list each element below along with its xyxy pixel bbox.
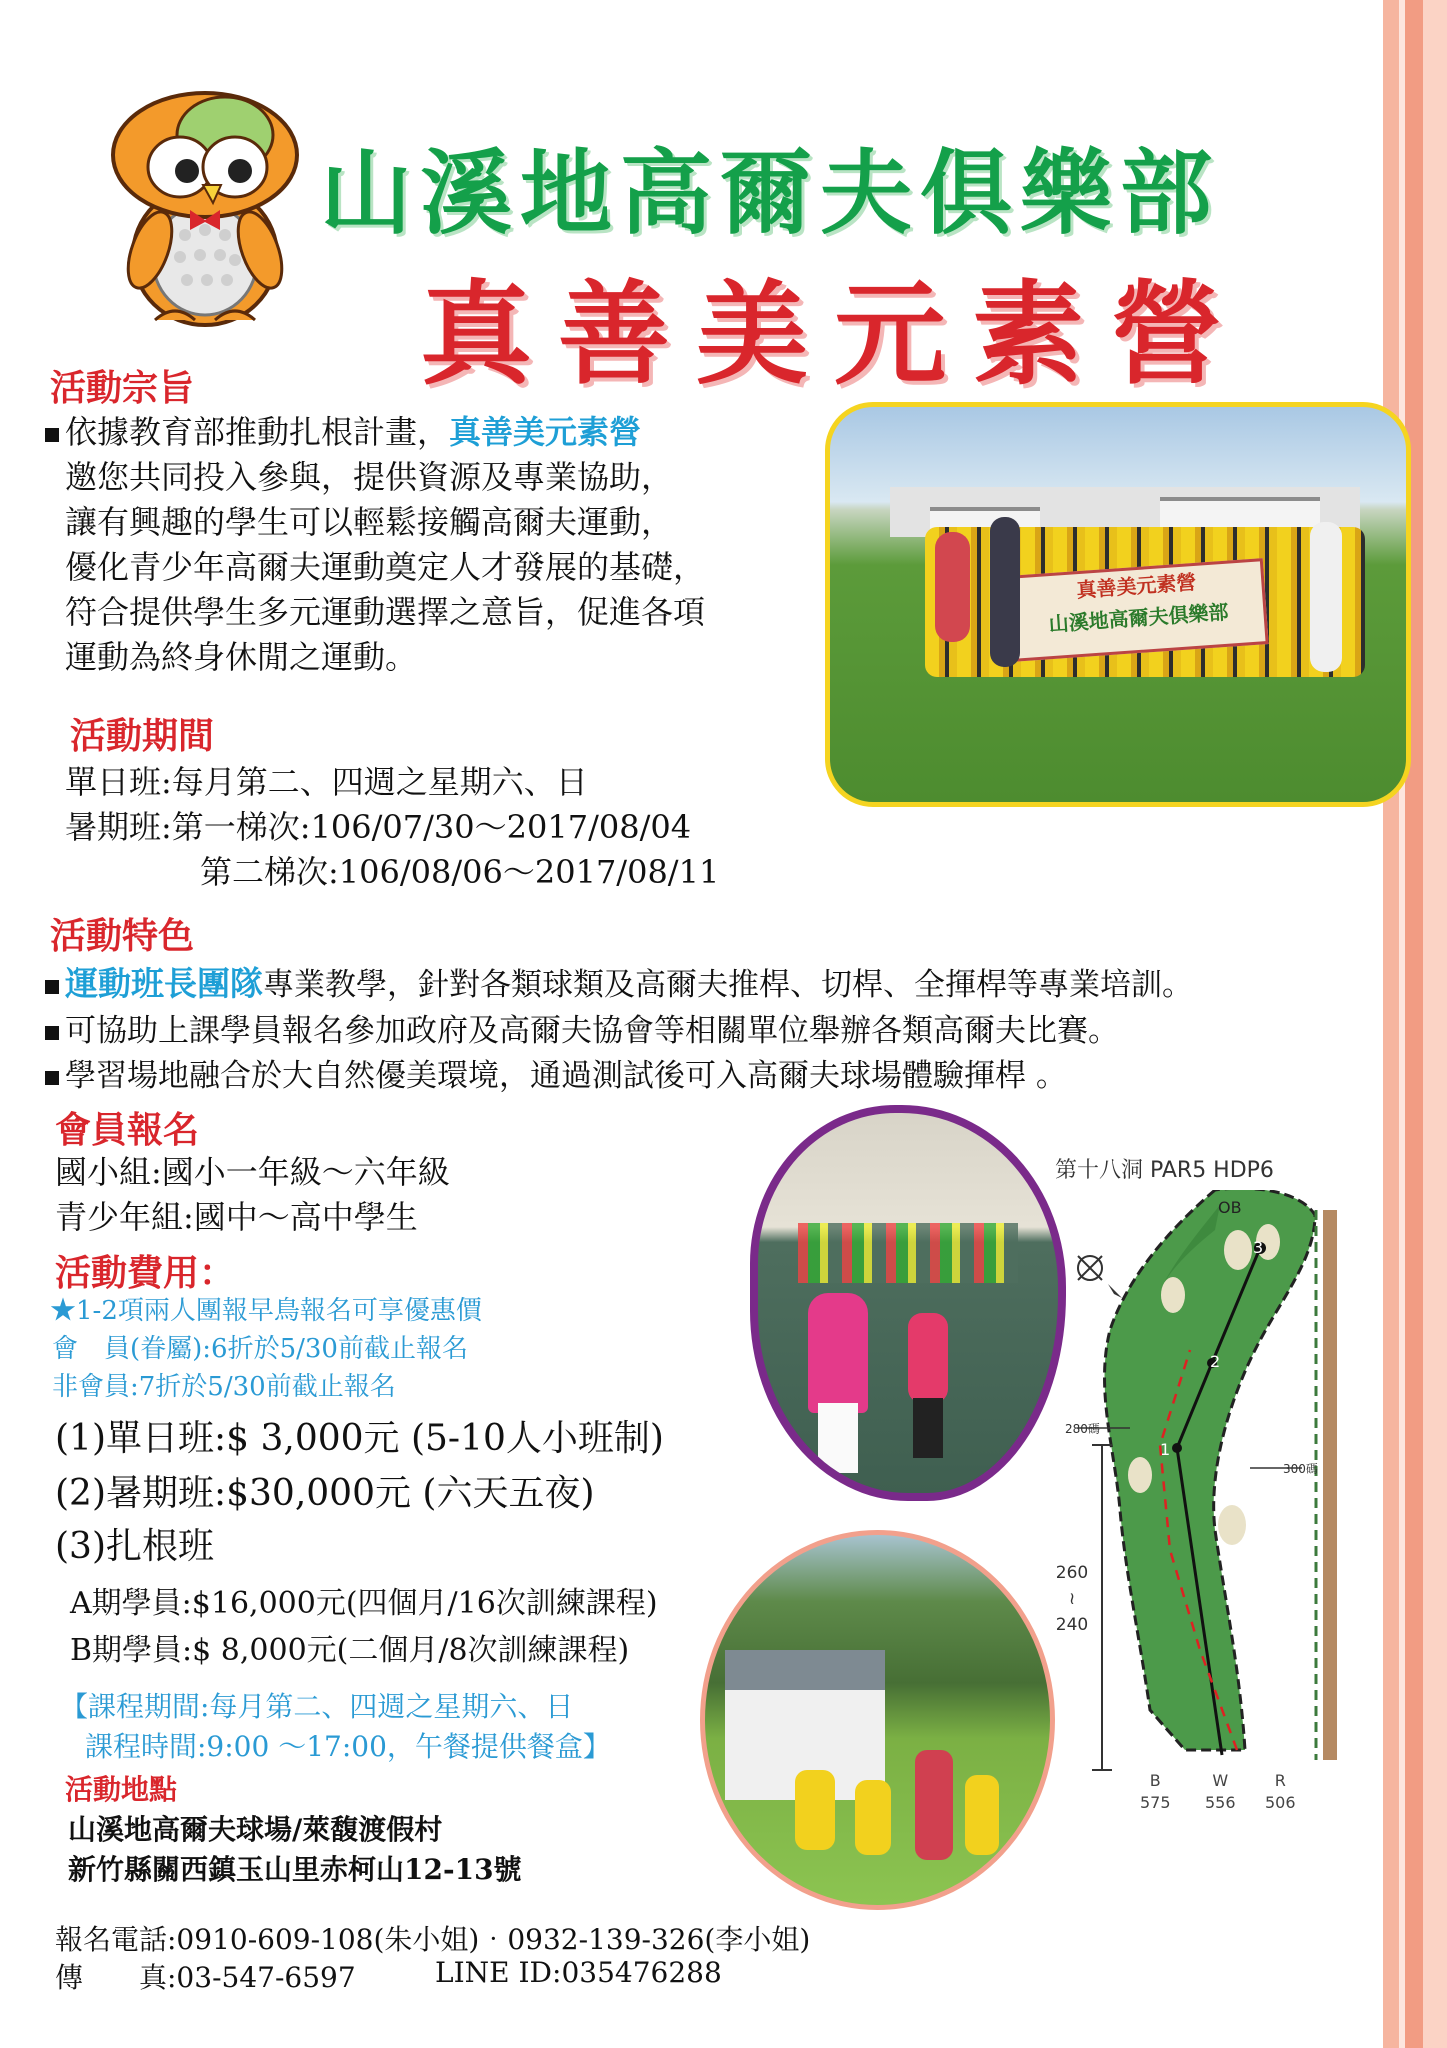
feature-text: 學習場地融合於大自然優美環境，通過測試後可入高爾夫球場體驗揮桿 。 (65, 1058, 1067, 1094)
tee-yards: 556 (1205, 1793, 1236, 1812)
heading-membership: 會員報名 (55, 1110, 200, 1151)
period-summer-second: 第二梯次:106/08/06～2017/08/11 (200, 853, 720, 891)
bullet-icon (45, 980, 59, 994)
fee-item-summer: (2)暑期班:$30,000元 (六天五夜) (55, 1473, 595, 1514)
feature-item-3 (45, 1050, 1067, 1095)
contact-line-id: LINE ID:035476288 (435, 1956, 722, 1989)
group-photo (825, 402, 1411, 807)
fee-note-early-bird: ★1-2項兩人團報早鳥報名可享優惠價 (50, 1296, 482, 1326)
heading-location: 活動地點 (65, 1773, 178, 1806)
fee-term-b: B期學員:$ 8,000元(二個月/8次訓練課程) (70, 1633, 630, 1668)
purpose-lead: 依據教育部推動扎根計畫， (65, 413, 450, 451)
tee-w (1205, 1770, 1236, 1814)
bullet-icon (45, 1071, 59, 1085)
tee-yards: 506 (1265, 1793, 1296, 1812)
photo-banner-line: 真善美元素營 (1075, 569, 1198, 603)
contact-phone: 報名電話:0910-609-108(朱小姐)‧0932-139-326(李小姐) (55, 1923, 811, 1956)
outdoor-putting-photo (700, 1530, 1055, 1910)
purpose-line: 邀您共同投入參與，提供資源及專業協助， (65, 458, 674, 496)
indoor-training-photo (750, 1105, 1066, 1501)
photo-banner-line: 山溪地高爾夫俱樂部 (1047, 599, 1230, 637)
feature-item-2 (45, 1005, 1119, 1050)
feature-text: 可協助上課學員報名參加政府及高爾夫協會等相關單位舉辦各類高爾夫比賽。 (65, 1013, 1119, 1049)
contact-fax: 傳 真:03-547-6597 (55, 1961, 356, 1994)
purpose-line: 符合提供學生多元運動選擇之意旨，促進各項 (65, 593, 706, 631)
distance-value: 260 (1055, 1563, 1089, 1583)
point-1-label: 1 (1160, 1440, 1171, 1459)
yard-mark-300: 300碼 (1283, 1462, 1318, 1476)
heading-period: 活動期間 (70, 716, 215, 757)
purpose-text (45, 410, 705, 680)
heading-features: 活動特色 (50, 916, 195, 957)
membership-youth: 青少年組:國中～高中學生 (55, 1198, 418, 1236)
tee-r (1265, 1770, 1296, 1814)
fee-term-a: A期學員:$16,000元(四個月/16次訓練課程) (70, 1586, 658, 1621)
bullet-icon (45, 428, 59, 442)
owl-mascot-logo (95, 85, 315, 335)
purpose-line: 讓有興趣的學生可以輕鬆接觸高爾夫運動， (65, 503, 674, 541)
photo-banner (1007, 558, 1268, 662)
title-camp-name: 真善美元素營 (420, 269, 1248, 400)
point-2-label: 2 (1210, 1352, 1221, 1371)
period-single-day: 單日班:每月第二、四週之星期六、日 (65, 763, 588, 801)
yard-mark-280: 280碼 (1065, 1422, 1100, 1436)
course-time: 課程時間:9:00 ～17:00，午餐提供餐盒】 (85, 1730, 611, 1763)
distance-range (1050, 1560, 1094, 1638)
course-map-title: 第十八洞 PAR5 HDP6 (1055, 1158, 1274, 1183)
fee-note-nonmember: 非會員:7折於5/30前截止報名 (52, 1372, 396, 1402)
heading-purpose: 活動宗旨 (50, 368, 195, 409)
purpose-lead-line (45, 410, 705, 455)
title-club-name: 山溪地高爾夫俱樂部 (320, 140, 1221, 247)
border-stripe-4 (1423, 0, 1447, 2048)
tee-b (1140, 1770, 1171, 1814)
location-address: 新竹縣關西鎮玉山里赤柯山12-13號 (68, 1853, 522, 1886)
fee-item-roots: (3)扎根班 (55, 1526, 214, 1567)
course-period: 【課程期間:每月第二、四週之星期六、日 (60, 1690, 574, 1723)
course-map-diagram (1040, 1190, 1385, 1810)
purpose-line: 優化青少年高爾夫運動奠定人才發展的基礎， (65, 548, 706, 586)
fee-item-single-day: (1)單日班:$ 3,000元 (5-10人小班制) (55, 1418, 664, 1459)
feature-item-1 (45, 958, 1193, 1005)
ob-label: OB (1218, 1198, 1242, 1217)
tee-label: B (1149, 1771, 1161, 1790)
border-stripe-3 (1405, 0, 1423, 2048)
heading-fees: 活動費用： (55, 1253, 236, 1294)
feature-highlight: 運動班長團隊 (65, 964, 263, 1003)
period-summer-first: 暑期班:第一梯次:106/07/30～2017/08/04 (65, 808, 692, 846)
course-map (1040, 1150, 1385, 1840)
purpose-line: 運動為終身休閒之運動。 (65, 638, 418, 676)
distance-value: 240 (1055, 1615, 1089, 1635)
tee-yards: 575 (1140, 1793, 1171, 1812)
location-venue: 山溪地高爾夫球場/萊馥渡假村 (68, 1813, 443, 1846)
membership-elementary: 國小組:國小一年級～六年級 (55, 1153, 450, 1191)
purpose-highlight: 真善美元素營 (449, 413, 642, 451)
point-3-label: 3 (1253, 1238, 1264, 1257)
tee-label: W (1212, 1771, 1229, 1790)
bullet-icon (45, 1026, 59, 1040)
border-stripe-1 (1383, 0, 1399, 2048)
fee-note-member: 會 員(眷屬):6折於5/30前截止報名 (52, 1334, 468, 1364)
distance-separator: ≀ (1068, 1589, 1076, 1609)
feature-text: 專業教學，針對各類球類及高爾夫推桿、切桿、全揮桿等專業培訓。 (263, 967, 1193, 1003)
tee-label: R (1274, 1771, 1286, 1790)
